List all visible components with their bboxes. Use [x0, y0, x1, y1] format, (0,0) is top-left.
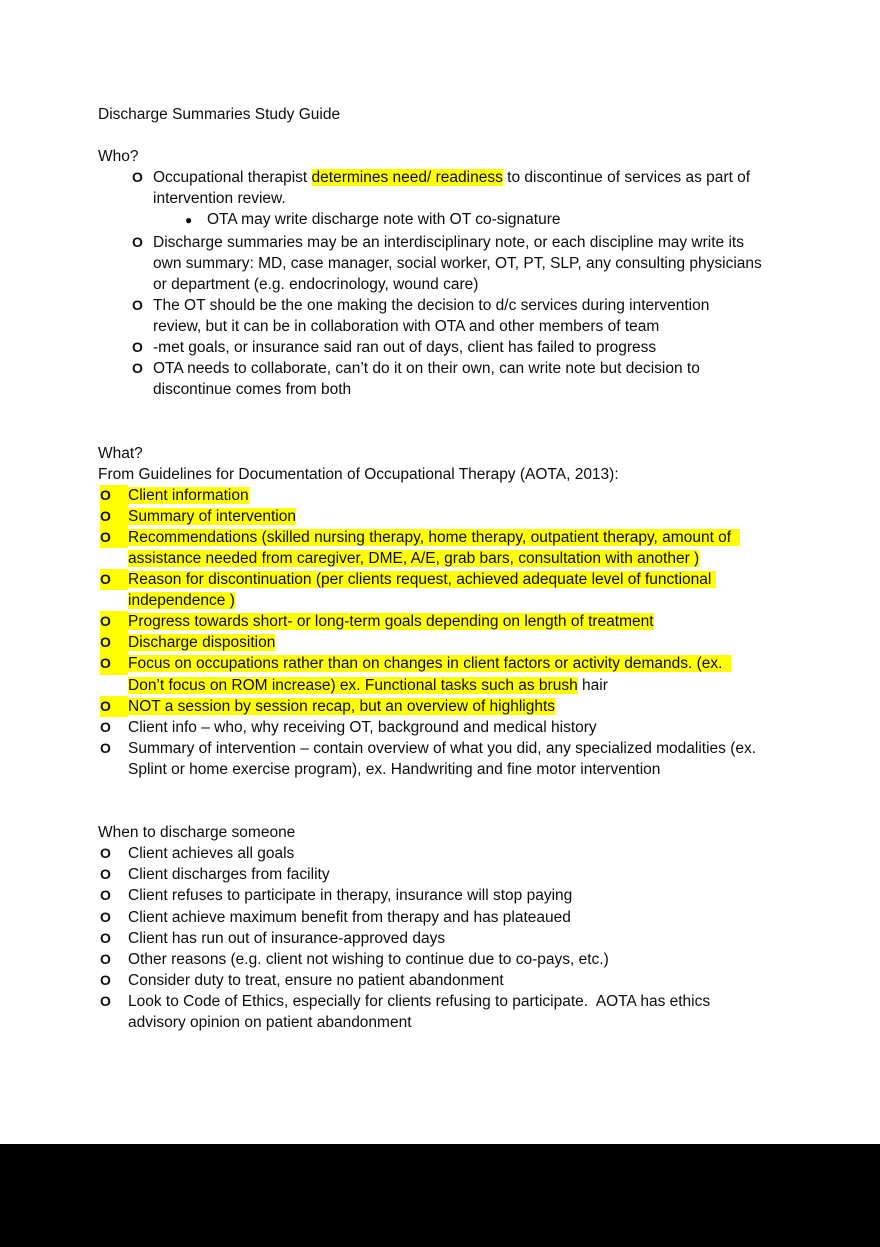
- circle-bullet-icon: O: [100, 887, 111, 904]
- bottom-black-bar: [0, 1144, 880, 1247]
- highlighted-text: [128, 634, 275, 651]
- highlighted-text: [128, 655, 731, 693]
- text-segment: Look to Code of Ethics, especially for clients refusing to participate. AOTA has ethics: [128, 992, 711, 1010]
- circle-bullet-icon: O: [100, 718, 111, 735]
- item-text: [153, 234, 762, 293]
- item-text: [128, 845, 294, 862]
- circle-bullet-icon: O: [100, 950, 111, 967]
- sub-list-item: [185, 209, 814, 231]
- item-text: [128, 887, 572, 904]
- list-item: [132, 167, 814, 231]
- list-item: [100, 738, 814, 780]
- section-who: [98, 146, 814, 400]
- list-item: [132, 337, 814, 358]
- highlighted-text: [128, 613, 654, 630]
- circle-bullet-icon: O: [132, 233, 143, 250]
- highlight-segment: Progress towards short- or long-term goals depending on length of treatment: [128, 613, 654, 631]
- section-when: [98, 822, 814, 1033]
- text-segment: Client achieves all goals: [128, 845, 295, 863]
- highlight-segment: independence ): [128, 592, 235, 610]
- text-segment: OTA may write discharge note with OT co-signature: [207, 211, 561, 229]
- list-item: [100, 864, 814, 885]
- text-segment: Splint or home exercise program), ex. Handwriting and fine motor intervention: [128, 760, 661, 778]
- text-segment: Client info – who, why receiving OT, background and medical history: [128, 718, 597, 736]
- text-segment: hair: [577, 676, 608, 694]
- text-segment: advisory opinion on patient abandonment: [128, 1014, 412, 1032]
- bullet-list: [100, 843, 814, 1033]
- circle-bullet-icon: O: [100, 485, 128, 506]
- highlight-segment: NOT a session by session recap, but an overview of highlights: [128, 697, 556, 715]
- item-text: [128, 951, 609, 968]
- circle-bullet-icon: O: [100, 506, 128, 527]
- list-item: [100, 885, 814, 906]
- document-body: [98, 104, 814, 1033]
- circle-bullet-icon: O: [100, 632, 128, 653]
- disc-bullet-icon: ●: [185, 213, 193, 228]
- highlight-segment: Focus on occupations rather than on changes in client factors or activity demands. (ex.: [128, 655, 732, 673]
- item-text: [153, 360, 700, 398]
- section-what: [98, 443, 814, 781]
- document-title: Discharge Summaries Study Guide: [98, 106, 341, 123]
- text-segment: Client achieve maximum benefit from therapy and has plateaued: [128, 908, 571, 926]
- item-text: [128, 909, 571, 926]
- list-item: [100, 653, 814, 695]
- item-text: [128, 719, 597, 736]
- highlight-segment: Client information: [128, 486, 249, 504]
- text-segment: review, but it can be in collaboration with OTA and other members of team: [153, 317, 660, 335]
- list-item: [100, 907, 814, 928]
- item-text: [153, 297, 709, 335]
- item-text: [207, 211, 561, 228]
- list-item: [100, 928, 814, 949]
- section-heading: What?: [98, 444, 143, 462]
- text-segment: Consider duty to treat, ensure no patient abandonment: [128, 971, 504, 989]
- text-segment: intervention review.: [153, 190, 286, 208]
- highlighted-text: [128, 571, 716, 609]
- highlight-segment: assistance needed from caregiver, DME, A/E, grab bars, consultation with another ): [128, 549, 700, 567]
- list-item: [100, 506, 814, 527]
- circle-bullet-icon: O: [132, 169, 143, 186]
- circle-bullet-icon: O: [100, 908, 111, 925]
- circle-bullet-icon: O: [100, 845, 111, 862]
- highlighted-text: [128, 508, 296, 525]
- highlighted-text: [153, 169, 750, 207]
- item-text: [153, 339, 656, 356]
- bullet-list: [132, 167, 814, 400]
- text-segment: own summary: MD, case manager, social worker, OT, PT, SLP, any consulting physicians: [153, 254, 762, 272]
- text-segment: Summary of intervention – contain overview of what you did, any specialized modalities (ex.: [128, 739, 757, 757]
- circle-bullet-icon: O: [132, 296, 143, 313]
- list-item: [100, 485, 814, 506]
- list-item: [100, 991, 814, 1033]
- circle-bullet-icon: O: [100, 929, 111, 946]
- text-segment: Discharge summaries may be an interdisciplinary note, or each discipline may write its: [153, 233, 744, 251]
- circle-bullet-icon: O: [100, 866, 111, 883]
- list-item: [100, 696, 814, 717]
- text-segment: Occupational therapist: [153, 169, 312, 187]
- text-segment: or department (e.g. endocrinology, wound care): [153, 275, 479, 293]
- highlighted-text: [128, 487, 249, 504]
- circle-bullet-icon: O: [132, 360, 143, 377]
- text-segment: Client discharges from facility: [128, 866, 330, 884]
- list-item: [100, 632, 814, 653]
- list-item: [100, 970, 814, 991]
- circle-bullet-icon: O: [100, 569, 128, 590]
- highlight-segment: Recommendations (skilled nursing therapy, home therapy, outpatient therapy, amount of: [128, 528, 740, 546]
- highlight-segment: Discharge disposition: [128, 634, 276, 652]
- list-item: [132, 295, 814, 337]
- highlight-segment: determines need/ readiness: [311, 169, 503, 187]
- circle-bullet-icon: O: [100, 696, 128, 717]
- item-text: [128, 993, 710, 1031]
- bullet-list: [100, 485, 814, 780]
- text-segment: Client refuses to participate in therapy, insurance will stop paying: [128, 887, 573, 905]
- highlight-segment: Reason for discontinuation (per clients request, achieved adequate level of functional: [128, 571, 716, 589]
- text-segment: Other reasons (e.g. client not wishing to continue due to co-pays, etc.): [128, 950, 609, 968]
- item-text: [128, 972, 504, 989]
- list-item: [132, 358, 814, 400]
- section-intro: From Guidelines for Documentation of Occupational Therapy (AOTA, 2013):: [98, 465, 619, 483]
- circle-bullet-icon: O: [100, 739, 111, 756]
- circle-bullet-icon: O: [100, 653, 128, 674]
- list-item: [100, 949, 814, 970]
- list-item: [100, 611, 814, 632]
- circle-bullet-icon: O: [100, 971, 111, 988]
- highlight-segment: Summary of intervention: [128, 507, 296, 525]
- item-text: [128, 740, 756, 778]
- circle-bullet-icon: O: [100, 611, 128, 632]
- text-segment: OTA needs to collaborate, can’t do it on their own, can write note but decision to: [153, 360, 700, 378]
- list-item: [100, 843, 814, 864]
- list-item: [100, 569, 814, 611]
- text-segment: The OT should be the one making the decision to d/c services during intervention: [153, 296, 710, 314]
- list-item: [100, 527, 814, 569]
- highlight-segment: Don’t focus on ROM increase) ex. Functional tasks such as brush: [128, 676, 578, 694]
- list-item: [132, 232, 814, 295]
- item-text: [128, 930, 445, 947]
- highlighted-text: [128, 698, 555, 715]
- circle-bullet-icon: O: [100, 527, 128, 548]
- sections-container: [98, 146, 814, 1033]
- text-segment: discontinue comes from both: [153, 381, 352, 399]
- item-text: [128, 866, 330, 883]
- text-segment: to discontinue of services as part of: [502, 169, 751, 187]
- sub-list: [185, 209, 814, 231]
- highlighted-text: [128, 529, 740, 567]
- list-item: [100, 717, 814, 738]
- text-segment: Client has run out of insurance-approved days: [128, 929, 446, 947]
- circle-bullet-icon: O: [132, 339, 143, 356]
- section-heading: Who?: [98, 148, 139, 166]
- section-heading: When to discharge someone: [98, 824, 296, 842]
- text-segment: -met goals, or insurance said ran out of days, client has failed to progress: [153, 339, 657, 357]
- circle-bullet-icon: O: [100, 992, 111, 1009]
